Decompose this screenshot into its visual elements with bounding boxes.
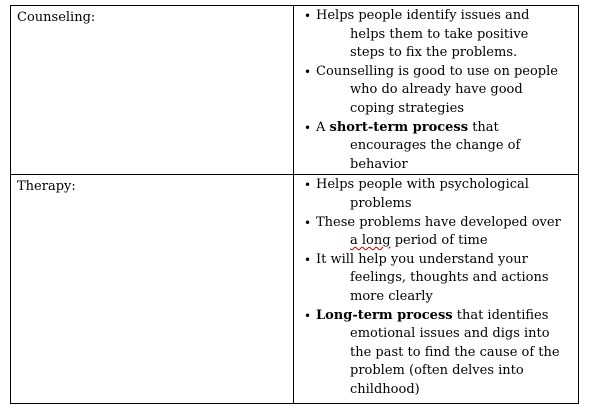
term-label-counseling: Counseling: [17, 10, 96, 25]
term-cell-counseling [11, 6, 294, 175]
line-text: that identifies [452, 307, 549, 323]
bullet-icon: • [304, 308, 312, 323]
bullet-line: encourages the change of [350, 138, 521, 154]
bullet-icon: • [304, 178, 312, 193]
bullet-line: problems [350, 195, 412, 211]
bold-phrase: Long-term process [316, 307, 453, 323]
bullet-line: Helps people identify issues and [316, 8, 530, 23]
bullet-line: feelings, thoughts and actions [350, 270, 549, 286]
list-item [294, 176, 578, 213]
bullet-line: coping strategies [350, 100, 465, 116]
table-row-therapy [11, 175, 579, 404]
bullet-list-therapy [294, 175, 578, 399]
bullet-line [316, 119, 576, 138]
bullet-line: who do already have good [350, 82, 523, 98]
bullet-icon: • [304, 9, 312, 23]
bullet-line: Counselling is good to use on people [316, 63, 558, 79]
bullet-icon: • [304, 64, 312, 79]
list-item [294, 307, 578, 400]
bullet-line: the past to find the cause of the [350, 344, 560, 360]
line-text: that [468, 119, 499, 135]
list-item [294, 251, 578, 307]
list-item [294, 7, 578, 63]
bullet-line: steps to fix the problems. [350, 45, 518, 61]
spellcheck-underlined-text: a long [350, 233, 391, 249]
bullet-line: Helps people with psychological [316, 177, 529, 193]
list-item [294, 119, 578, 175]
bullet-icon: • [304, 252, 312, 267]
bullet-line: It will help you understand your [316, 251, 528, 267]
bullet-icon: • [304, 215, 312, 230]
bullet-line [316, 307, 576, 326]
bullet-line: behavior [350, 156, 408, 172]
bullet-line [316, 232, 576, 251]
bold-phrase: short-term process [329, 119, 469, 135]
table-row-counseling [11, 6, 579, 175]
bullet-list-counseling [294, 6, 578, 174]
bullet-line: These problems have developed over [316, 214, 561, 230]
bullet-icon: • [304, 120, 312, 135]
bullet-line: emotional issues and digs into [350, 326, 550, 342]
description-cell-therapy [294, 175, 579, 404]
bullet-line: more clearly [350, 288, 433, 304]
term-cell-therapy [11, 175, 294, 404]
list-item [294, 214, 578, 251]
bullet-line: problem (often delves into [350, 363, 524, 379]
bullet-line: helps them to take positive [350, 26, 529, 42]
line-text: A [316, 119, 330, 135]
definitions-table [10, 5, 579, 404]
line-text: period of time [390, 233, 488, 249]
bullet-line: childhood) [350, 381, 420, 397]
description-cell-counseling [294, 6, 579, 175]
term-label-therapy: Therapy: [17, 179, 76, 195]
list-item [294, 63, 578, 119]
